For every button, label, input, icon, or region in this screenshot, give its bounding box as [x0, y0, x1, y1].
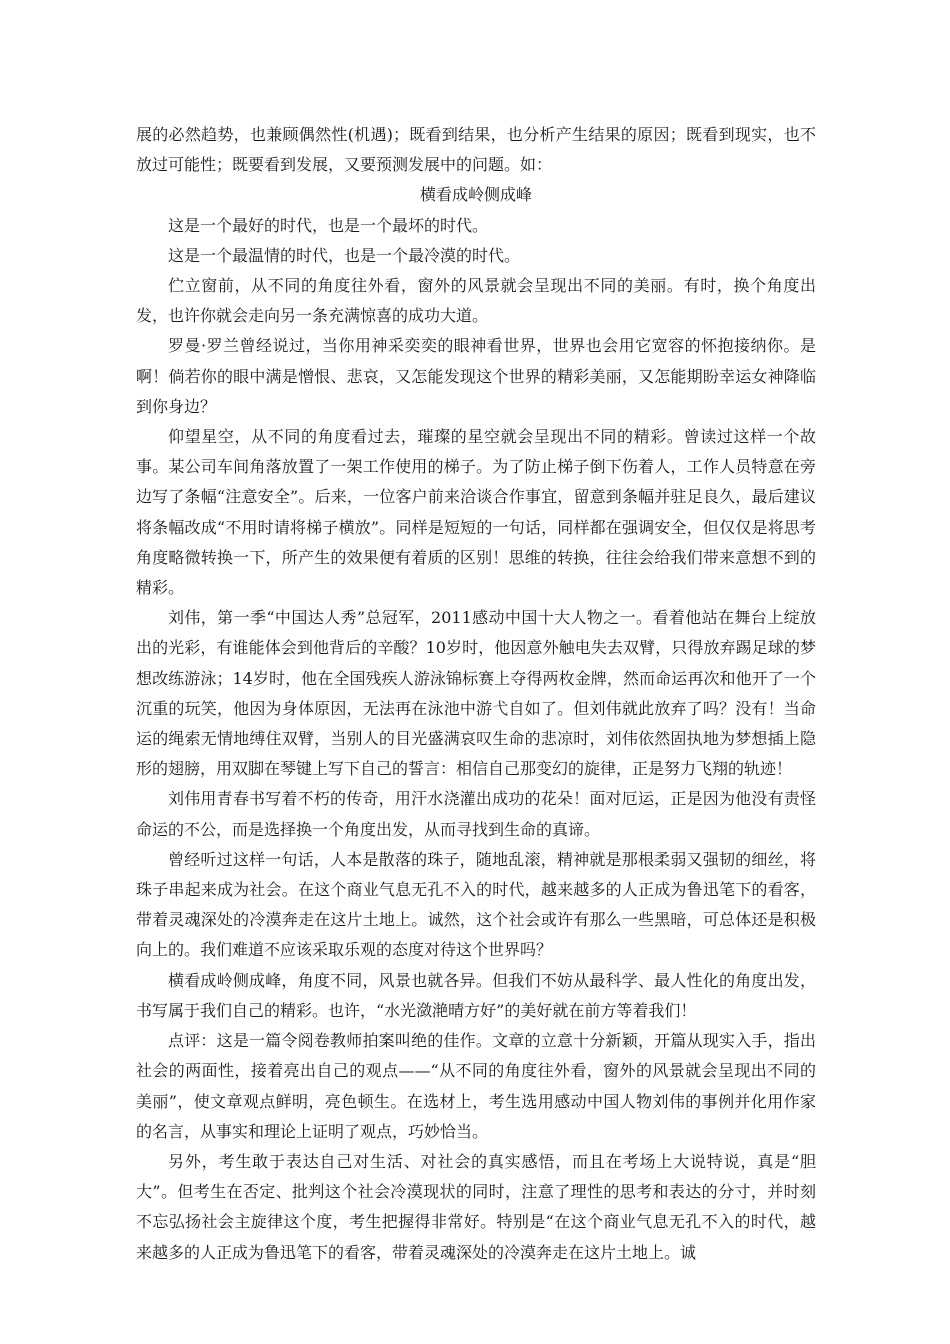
- document-page: [136, 120, 816, 1268]
- commentary-paragraph: 点评：这是一篇令阅卷教师拍案叫绝的佳作。文章的立意十分新颖，开篇从现实入手，指出社会的两面性，接着亮出自己的观点——“从不同的角度往外看，窗外的风景就会呈现出不同的美丽”，使文章观点鲜明，亮色顿生。在选材上，考生选用感动中国人物刘伟的事例并化用作家的名言，从事实和理论上证明了观点，巧妙恰当。: [136, 1031, 816, 1141]
- paragraph: 这是一个最好的时代，也是一个最坏的时代。: [168, 215, 489, 235]
- intro-paragraph: 展的必然趋势，也兼顾偶然性(机遇)；既看到结果，也分析产生结果的原因；既看到现实，也不放过可能性；既要看到发展，又要预测发展中的问题。如：: [136, 125, 816, 175]
- commentary-paragraph: 另外，考生敢于表达自己对生活、对社会的真实感悟，而且在考场上大说特说，真是“胆大”。但考生在否定、批判这个社会冷漠现状的同时，注意了理性的思考和表达的分寸，并时刻不忘弘扬社会主旋律这个度，考生把握得非常好。特别是“在这个商业气息无孔不入的时代，越来越多的人正成为鲁迅笔下的看客，带着灵魂深处的冷漠奔走在这片土地上。诚: [136, 1151, 816, 1262]
- essay-title: 横看成岭侧成峰: [419, 185, 532, 205]
- paragraph: 刘伟用青春书写着不朽的传奇，用汗水浇灌出成功的花朵！面对厄运，正是因为他没有责怪命运的不公，而是选择换一个角度出发，从而寻找到生命的真谛。: [136, 789, 816, 839]
- paragraph: 罗曼·罗兰曾经说过，当你用神采奕奕的眼神看世界，世界也会用它宽容的怀抱接纳你。是啊！倘若你的眼中满是憎恨、悲哀，又怎能发现这个世界的精彩美丽，又怎能期盼幸运女神降临到你身边？: [136, 336, 816, 416]
- paragraph: 仰望星空，从不同的角度看过去，璀璨的星空就会呈现出不同的精彩。曾读过这样一个故事。某公司车间角落放置了一架工作使用的梯子。为了防止梯子倒下伤着人，工作人员特意在旁边写了条幅“注意安全”。后来，一位客户前来洽谈合作事宜，留意到条幅并驻足良久，最后建议将条幅改成“不用时请将梯子横放”。同样是短短的一句话，同样都在强调安全，但仅仅是将思考角度略微转换一下，所产生的效果便有着质的区别！思维的转换，往往会给我们带来意想不到的精彩。: [136, 427, 816, 598]
- paragraph: 曾经听过这样一句话，人本是散落的珠子，随地乱滚，精神就是那根柔弱又强韧的细丝，将珠子串起来成为社会。在这个商业气息无孔不入的时代，越来越多的人正成为鲁迅笔下的看客，带着灵魂深处的冷漠奔走在这片土地上。诚然，这个社会或许有那么一些黑暗，可总体还是积极向上的。我们难道不应该采取乐观的态度对待这个世界吗？: [136, 849, 816, 960]
- paragraph: 伫立窗前，从不同的角度往外看，窗外的风景就会呈现出不同的美丽。有时，换个角度出发，也许你就会走向另一条充满惊喜的成功大道。: [136, 276, 816, 326]
- paragraph: 这是一个最温情的时代，也是一个最冷漠的时代。: [168, 245, 521, 265]
- paragraph: 刘伟，第一季“中国达人秀”总冠军，2011感动中国十大人物之一。看着他站在舞台上绽放出的光彩，有谁能体会到他背后的辛酸？10岁时，他因意外触电失去双臂，只得放弃踢足球的梦想改练游泳；14岁时，他在全国残疾人游泳锦标赛上夺得两枚金牌，然而命运再次和他开了一个沉重的玩笑，他因为身体原因，无法再在泳池中游弋自如了。但刘伟就此放弃了吗？没有！当命运的绳索无情地缚住双臂，当别人的目光盛满哀叹生命的悲凉时，刘伟依然固执地为梦想插上隐形的翅膀，用双脚在琴键上写下自己的誓言：相信自己那变幻的旋律，正是努力飞翔的轨迹！: [136, 608, 816, 779]
- paragraph: 横看成岭侧成峰，角度不同，风景也就各异。但我们不妨从最科学、最人性化的角度出发，书写属于我们自己的精彩。也许，“水光潋滟晴方好”的美好就在前方等着我们！: [136, 970, 816, 1020]
